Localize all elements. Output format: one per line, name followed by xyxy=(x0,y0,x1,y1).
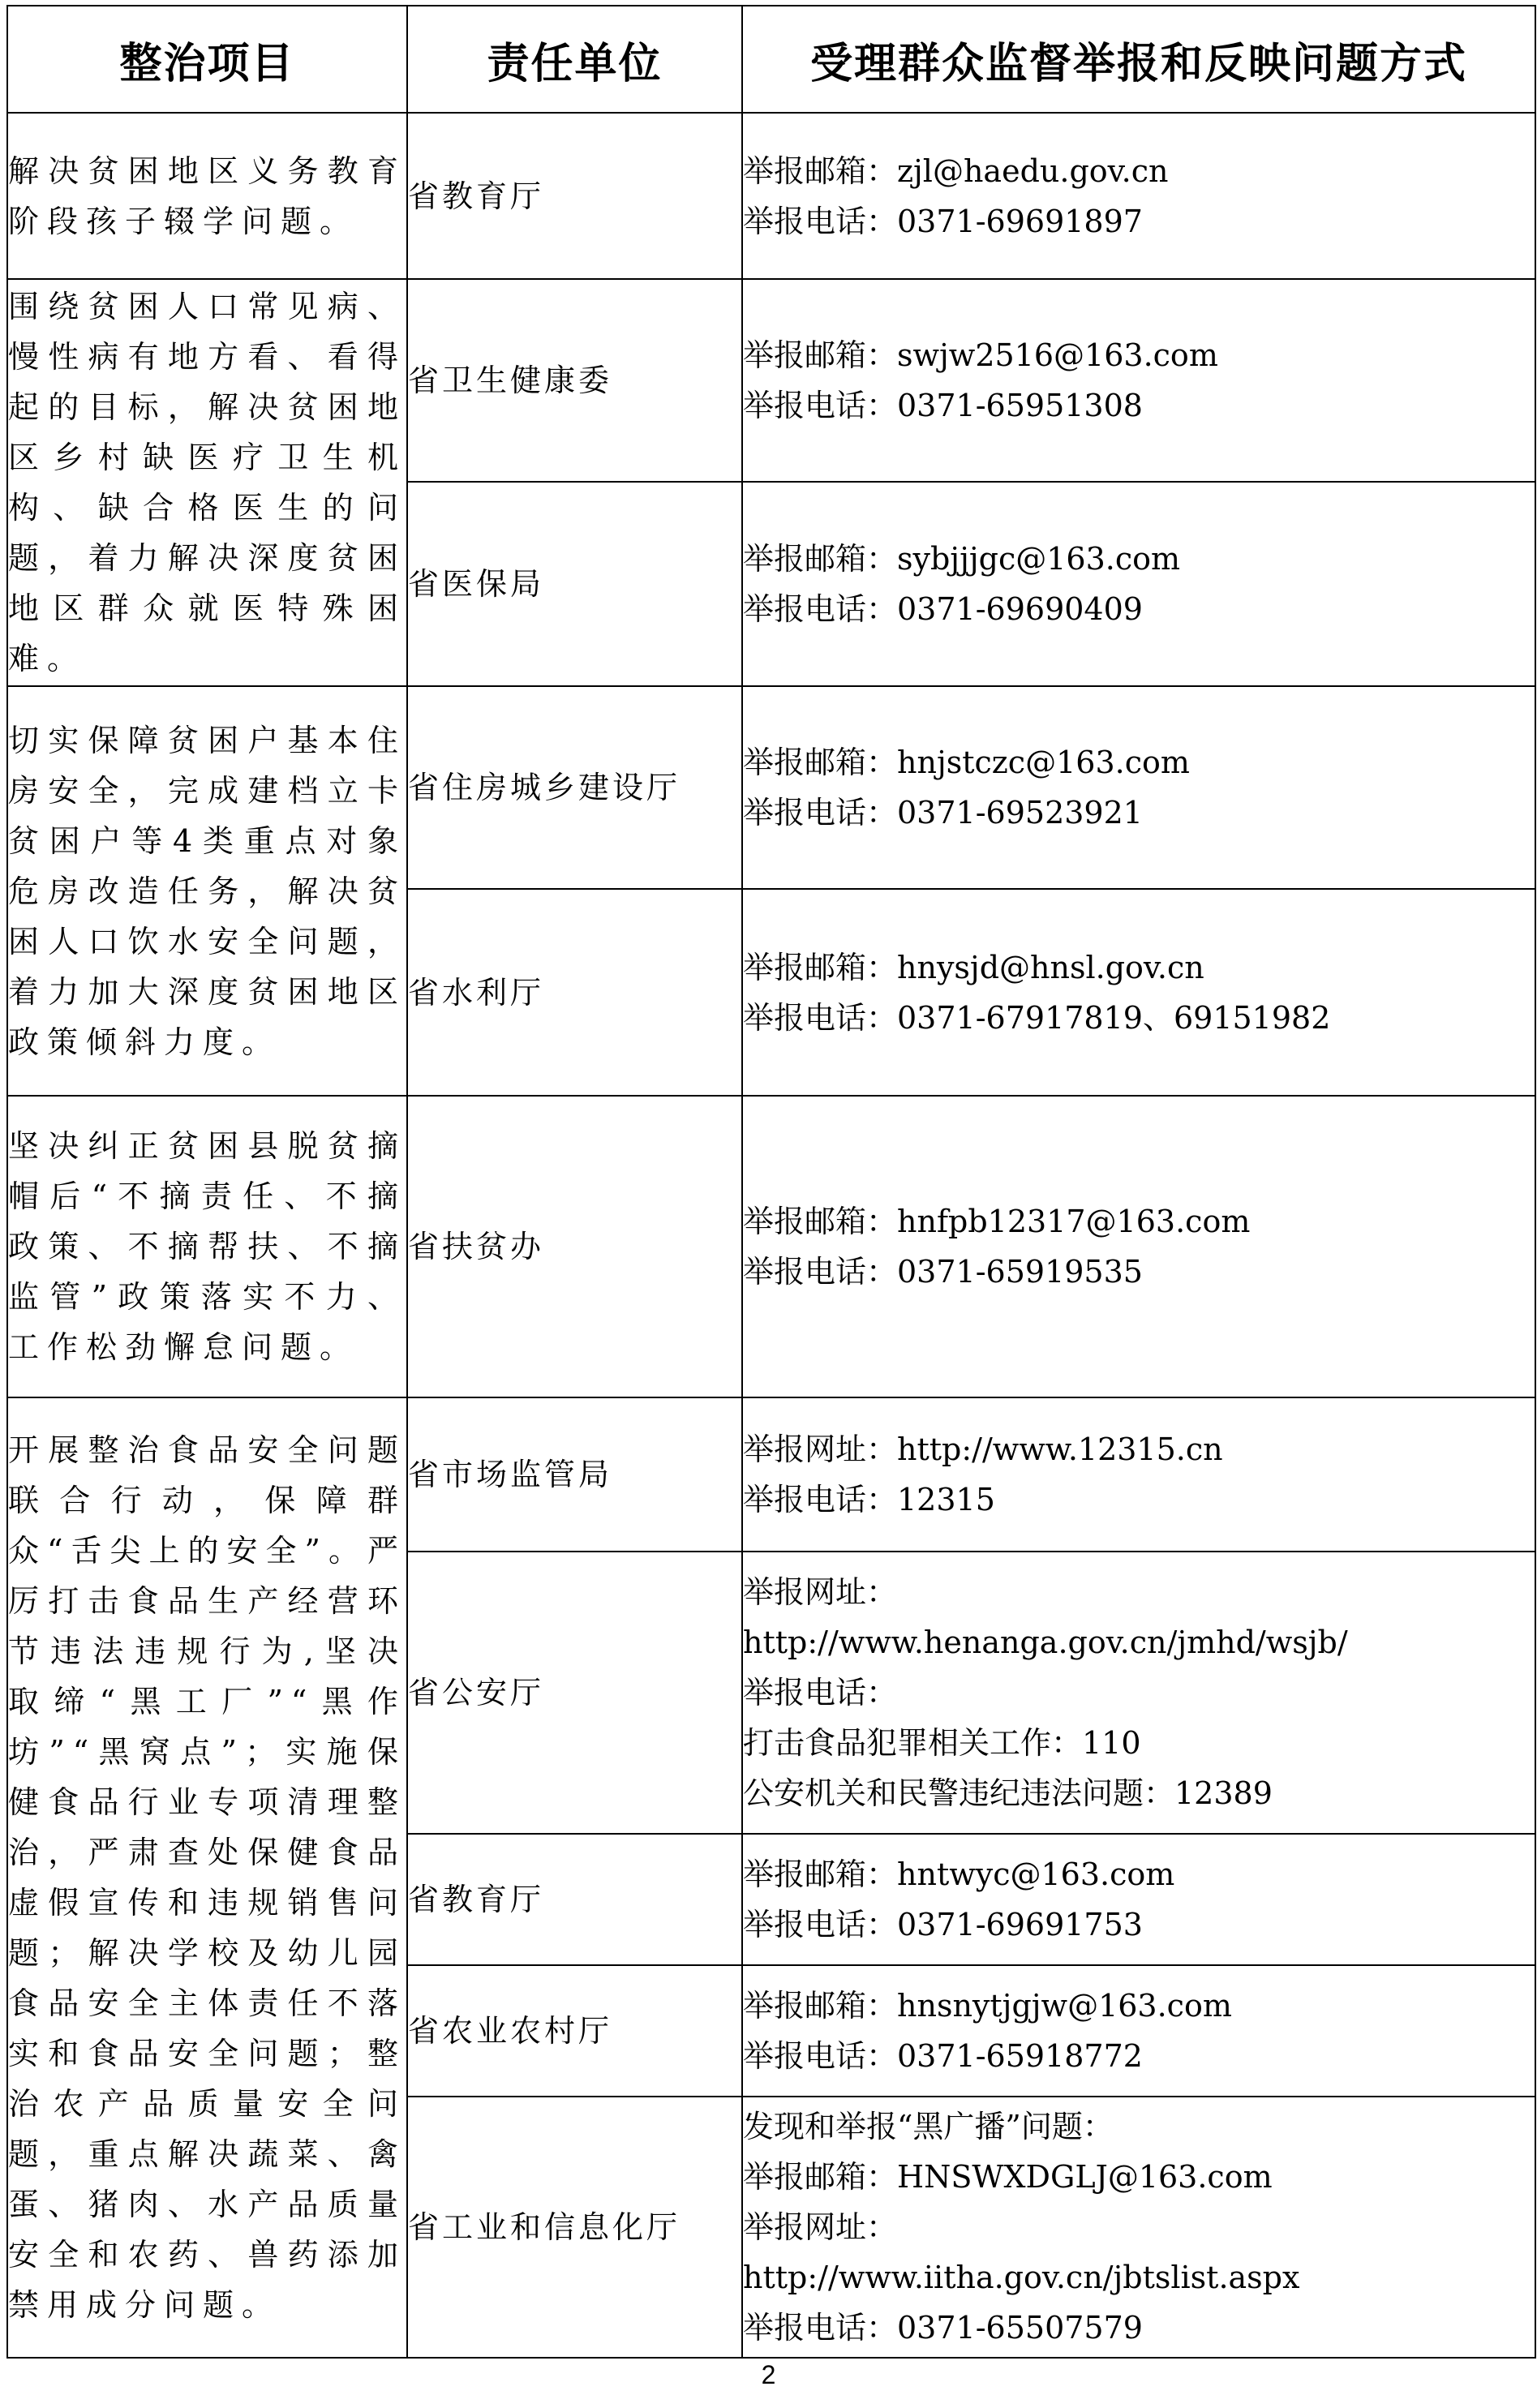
table-row xyxy=(7,113,1535,279)
contact-line: 举报邮箱：hnsnytjgjw@163.com xyxy=(743,1988,1232,2024)
table-row xyxy=(7,1096,1535,1397)
unit-cell: 省扶贫办 xyxy=(407,1096,742,1397)
contact-line: http://www.iitha.gov.cn/jbtslist.aspx xyxy=(743,2260,1300,2295)
unit-cell: 省教育厅 xyxy=(407,113,742,279)
page-number: 2 xyxy=(761,2360,776,2389)
contact-line: 打击食品犯罪相关工作：110 xyxy=(743,1725,1141,1761)
unit-cell: 省公安厅 xyxy=(407,1552,742,1834)
supervision-table xyxy=(6,5,1536,2359)
unit-cell: 省市场监管局 xyxy=(407,1397,742,1552)
table-row xyxy=(7,279,1535,482)
contact-line: 公安机关和民警违纪违法问题：12389 xyxy=(743,1775,1273,1811)
item-cell: 解决贫困地区义务教育阶段孩子辍学问题。 xyxy=(7,113,407,279)
unit-cell: 省水利厅 xyxy=(407,889,742,1096)
contact-line: 举报网址： xyxy=(743,1574,898,1610)
contact-cell xyxy=(742,889,1535,1096)
unit-cell: 省住房城乡建设厅 xyxy=(407,686,742,889)
contact-line: 举报电话：0371-67917819、69151982 xyxy=(743,999,1331,1036)
table-row xyxy=(7,1397,1535,1552)
contact-cell xyxy=(742,482,1535,686)
contact-line: 举报电话： xyxy=(743,1675,898,1710)
contact-line: 举报电话：0371-65918772 xyxy=(743,2038,1143,2074)
unit-cell: 省卫生健康委 xyxy=(407,279,742,482)
contact-line: 举报电话：0371-69523921 xyxy=(743,795,1143,831)
contact-line: 发现和举报“黑广播”问题： xyxy=(743,2109,1114,2144)
table-row xyxy=(7,686,1535,889)
contact-line: http://www.henanga.gov.cn/jmhd/wsjb/ xyxy=(743,1625,1348,1660)
contact-line: 举报电话：0371-65507579 xyxy=(743,2310,1143,2346)
contact-line: 举报电话：0371-65919535 xyxy=(743,1254,1143,1290)
item-cell: 切实保障贫困户基本住房安全，完成建档立卡贫困户等4类重点对象危房改造任务，解决贫困人口饮水安全问题，着力加大深度贫困地区政策倾斜力度。 xyxy=(7,686,407,1096)
contact-line: 举报邮箱：HNSWXDGLJ@163.com xyxy=(743,2159,1273,2195)
contact-line: 举报网址：http://www.12315.cn xyxy=(743,1431,1223,1467)
contact-line: 举报网址： xyxy=(743,2209,898,2245)
contact-line: 举报电话：12315 xyxy=(743,1482,995,1517)
contact-cell xyxy=(742,686,1535,889)
contact-line: 举报邮箱：hnfpb12317@163.com xyxy=(743,1204,1251,1239)
item-cell: 坚决纠正贫困县脱贫摘帽后“不摘责任、不摘政策、不摘帮扶、不摘监管”政策落实不力、工作松劲懈怠问题。 xyxy=(7,1096,407,1397)
contact-cell xyxy=(742,1834,1535,1965)
contact-cell xyxy=(742,1397,1535,1552)
unit-cell: 省医保局 xyxy=(407,482,742,686)
item-cell: 围绕贫困人口常见病、慢性病有地方看、看得起的目标，解决贫困地区乡村缺医疗卫生机构、缺合格医生的问题，着力解决深度贫困地区群众就医特殊困难。 xyxy=(7,279,407,686)
contact-line: 举报邮箱：hnjstczc@163.com xyxy=(743,745,1190,780)
contact-line: 举报邮箱：hnysjd@hnsl.gov.cn xyxy=(743,949,1204,985)
contact-line: 举报邮箱：hntwyc@163.com xyxy=(743,1856,1175,1892)
header-row xyxy=(7,6,1535,113)
unit-cell: 省教育厅 xyxy=(407,1834,742,1965)
contact-cell xyxy=(742,113,1535,279)
unit-cell: 省农业农村厅 xyxy=(407,1965,742,2097)
contact-cell xyxy=(742,2097,1535,2358)
contact-cell xyxy=(742,1965,1535,2097)
header-item: 整治项目 xyxy=(7,6,407,113)
header-unit: 责任单位 xyxy=(407,6,742,113)
unit-cell: 省工业和信息化厅 xyxy=(407,2097,742,2358)
contact-line: 举报邮箱：swjw2516@163.com xyxy=(743,337,1218,373)
contact-line: 举报邮箱：sybjjjgc@163.com xyxy=(743,541,1181,577)
contact-cell xyxy=(742,279,1535,482)
contact-line: 举报电话：0371-69691753 xyxy=(743,1907,1143,1942)
item-cell: 开展整治食品安全问题联合行动，保障群众“舌尖上的安全”。严厉打击食品生产经营环节违法违规行为,坚决取缔“黑工厂”“黑作坊”“黑窝点”；实施保健食品行业专项清理整治，严肃查处保健食品虚假宣传和违规销售问题；解决学校及幼儿园食品安全主体责任不落实和食品安全问题；整治农产品质量安全问题，重点解决蔬菜、禽蛋、猪肉、水产品质量安全和农药、兽药添加禁用成分问题。 xyxy=(7,1397,407,2358)
contact-cell xyxy=(742,1552,1535,1834)
contact-line: 举报邮箱：zjl@haedu.gov.cn xyxy=(743,152,1169,189)
contact-line: 举报电话：0371-65951308 xyxy=(743,388,1143,423)
contact-line: 举报电话：0371-69691897 xyxy=(743,203,1143,239)
contact-line: 举报电话：0371-69690409 xyxy=(743,591,1143,627)
contact-cell xyxy=(742,1096,1535,1397)
header-way: 受理群众监督举报和反映问题方式 xyxy=(742,6,1535,113)
